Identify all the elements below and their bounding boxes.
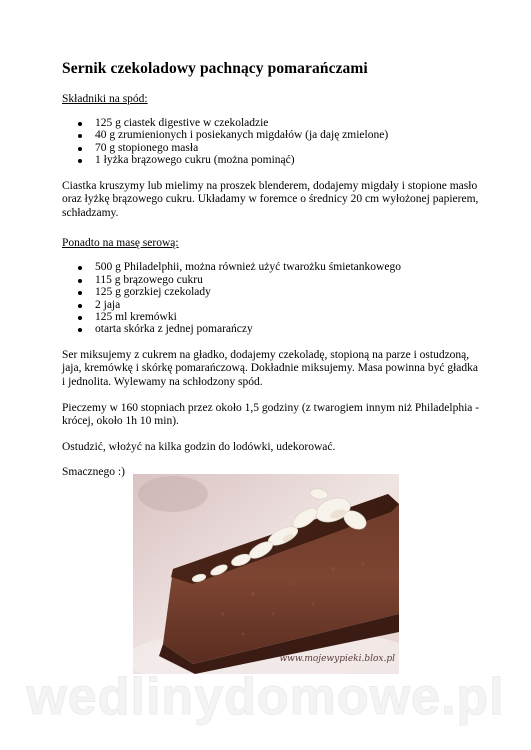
cheese-ingredient-list xyxy=(62,261,482,335)
crust-section xyxy=(62,92,482,220)
list-item: 40 g zrumienionych i posiekanych migdałów (ja daję zmielone) xyxy=(95,129,482,141)
list-item: 70 g stopionego masła xyxy=(95,142,482,154)
recipe-document xyxy=(62,60,482,491)
cheesecake-illustration xyxy=(133,474,399,674)
list-item: 115 g brązowego cukru xyxy=(95,274,482,286)
list-item: 1 łyżka brązowego cukru (można pominąć) xyxy=(95,154,482,166)
cheese-heading: Ponadto na masę serową: xyxy=(62,237,179,250)
cooling-instructions: Ostudzić, włożyć na kilka godzin do lodówki, udekorować. xyxy=(62,440,336,453)
crust-instructions: Ciastka kruszymy lub mielimy na proszek blenderem, dodajemy migdały i stopione masło oraz łyżkę brązowego cukru. Układamy w foremce o średnicy 20 cm wyłożonej papierem, schładzamy. xyxy=(62,179,479,219)
baking-instructions: Pieczemy w 160 stopniach przez około 1,5 godziny (z twarogiem innym niż Philadelphia - krócej, około 1h 10 min). xyxy=(62,401,480,428)
cheesecake-photo xyxy=(133,474,399,674)
list-item: otarta skórka z jednej pomarańczy xyxy=(95,323,482,335)
closing-text: Smacznego :) xyxy=(62,466,125,479)
recipe-title: Sernik czekoladowy pachnący pomarańczami xyxy=(62,60,368,77)
list-item: 125 g ciastek digestive w czekoladzie xyxy=(95,117,482,129)
list-item: 2 jaja xyxy=(95,299,482,311)
cheese-section xyxy=(62,236,482,389)
list-item: 500 g Philadelphii, można również użyć twarożku śmietankowego xyxy=(95,261,482,273)
crust-heading: Składniki na spód: xyxy=(62,93,148,105)
photo-credit: www.mojewypieki.blox.pl xyxy=(279,654,395,664)
list-item: 125 g gorzkiej czekolady xyxy=(95,286,482,298)
crust-ingredient-list xyxy=(62,117,482,167)
cheese-instructions: Ser miksujemy z cukrem na gładko, dodajemy czekoladę, stopioną na parze i ostudzoną, jaja, kremówkę i skórkę pomarańczową. Dokładnie miksujemy. Masa powinna być gładka i jednolita. Wylewamy na schłodzony spód. xyxy=(62,348,479,389)
list-item: 125 ml kremówki xyxy=(95,311,482,323)
watermark: wedlinydomowe.pl xyxy=(26,668,505,726)
